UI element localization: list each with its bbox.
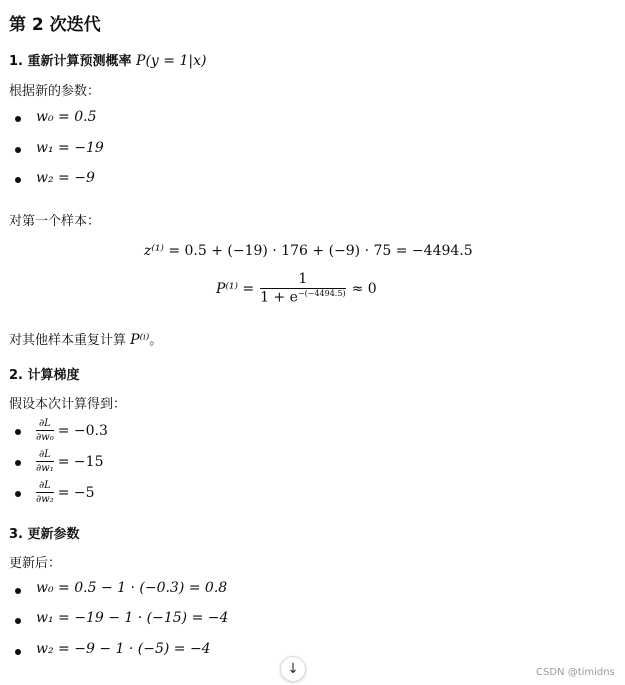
gradient-w0-num: ∂L [38, 418, 51, 429]
page-title: 第 2 次迭代 [9, 15, 101, 35]
gradient-w2-fraction [36, 480, 54, 505]
repeat-note-text: 对其他样本重复计算 [9, 333, 127, 348]
equation-p-lhs: P⁽¹⁾ = [216, 281, 255, 298]
equation-z [144, 243, 473, 259]
equation-p-numerator: 1 [298, 271, 308, 287]
equation-p [216, 272, 377, 306]
section-1-heading-text: 1. 重新计算预测概率 [9, 54, 132, 69]
equation-p-den-base: 1 + e [260, 290, 298, 307]
section-1-heading [9, 50, 206, 69]
bullet-dot [15, 116, 21, 122]
gradient-w1-value: = −15 [57, 453, 104, 470]
gradient-w0-fraction [36, 418, 54, 443]
gradient-w1-den: ∂w₁ [36, 463, 54, 474]
bullet-dot [15, 147, 21, 153]
repeat-note-end: 。 [149, 333, 163, 348]
equation-p-denominator [260, 290, 345, 306]
update-w0: w₀ = 0.5 − 1 · (−0.3) = 0.8 [36, 580, 228, 596]
fraction-bar [36, 430, 54, 431]
bullet-dot [15, 491, 21, 497]
watermark: CSDN @timidns [536, 667, 615, 678]
gradient-w1-num: ∂L [38, 449, 51, 460]
gradient-w0-value: = −0.3 [57, 422, 108, 439]
bullet-dot [15, 618, 21, 624]
repeat-note [9, 329, 162, 348]
gradient-w2-num: ∂L [38, 480, 51, 491]
bullet-dot [15, 177, 21, 183]
section-1-heading-math: P(y = 1|x) [136, 53, 207, 69]
param-w2: w₂ = −9 [36, 170, 95, 186]
bullet-dot [15, 429, 21, 435]
section-3-intro: 更新后： [9, 556, 62, 571]
repeat-note-math: P⁽ⁱ⁾ [130, 332, 150, 348]
arrow-down-icon: ↓ [287, 661, 299, 677]
equation-z-rhs: = 0.5 + (−19) · 176 + (−9) · 75 = −4494.5 [168, 243, 473, 259]
gradient-w1 [36, 449, 103, 474]
update-w2: w₂ = −9 − 1 · (−5) = −4 [36, 641, 211, 657]
gradient-w1-fraction [36, 449, 54, 474]
gradient-w2 [36, 480, 95, 505]
equation-p-fraction [260, 272, 345, 306]
param-w1: w₁ = −19 [36, 140, 104, 156]
equation-p-rhs: ≈ 0 [351, 281, 377, 298]
bullet-dot [15, 649, 21, 655]
update-w1: w₁ = −19 − 1 · (−15) = −4 [36, 610, 229, 626]
section-2-intro: 假设本次计算得到： [9, 397, 127, 412]
gradient-w2-value: = −5 [57, 484, 95, 501]
gradient-w2-den: ∂w₂ [36, 494, 54, 505]
section-1-intro: 根据新的参数： [9, 84, 101, 99]
bullet-dot [15, 588, 21, 594]
bullet-dot [15, 460, 21, 466]
equation-p-den-exponent: −(−4494.5) [297, 289, 346, 299]
param-w0: w₀ = 0.5 [36, 109, 97, 125]
fraction-bar [36, 492, 54, 493]
section-2-heading: 2. 计算梯度 [9, 368, 80, 383]
fraction-bar [36, 461, 54, 462]
equation-z-lhs: z⁽¹⁾ [144, 243, 164, 259]
scroll-down-button[interactable] [280, 656, 306, 682]
sample-intro: 对第一个样本： [9, 214, 101, 229]
gradient-w0-den: ∂w₀ [36, 432, 54, 443]
gradient-w0 [36, 418, 108, 443]
section-3-heading: 3. 更新参数 [9, 527, 80, 542]
